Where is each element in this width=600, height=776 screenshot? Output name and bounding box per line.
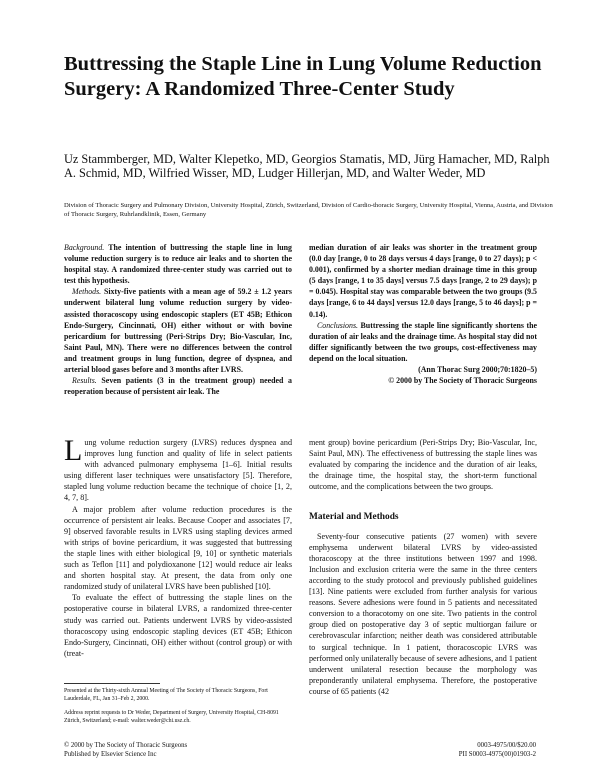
methods-paragraph-1: Seventy-four consecutive patients (27 women) with severe emphysema underwent bilateral LVRS by video-assisted thoracoscopy at the three institutions between 1997 and 1998. Inclusion and exclusion criteria were the same in the three centers according to the study protocol and previously published guidelines [13]. Nine patients were excluded from further analysis for various reasons. Severe adhesions were found in 5 patients and necessitated conversion to a thoracotomy on one site. Two patients in the control group died on postoperative day 3 of septic multiorgan failure or cerebrovascular infarction; neither death was considered attributable to surgical technique. In 1 patient, thoracoscopic LVRS was performed only unilaterally because of severe adhesions, and 1 patient underwent unilateral resection because the morphology was preponderantly unilateral emphysema. Therefore, the postoperative course of 65 patients (42 — [309, 531, 537, 696]
body-right-column — [309, 437, 537, 697]
author-list: Uz Stammberger, MD, Walter Klepetko, MD, Georgios Stamatis, MD, Jürg Hamacher, MD, Ralph A. Schmid, MD, Wilfried Wisser, MD, Ludger Hillerjan, MD, and Walter Weder, MD — [64, 152, 550, 180]
section-heading: Material and Methods — [309, 512, 399, 523]
results-text-continued: median duration of air leaks was shorter in the treatment group (0.0 day [range, 0 to 28 days versus 4 days [range, 0 to 27 days); p < 0.001), confirmed by a shorter median drainage time in this group (5 days [range, 1 to 35 days] versus 7.5 days [range, 2 to 29 days); p = 0.045). Hospital stay was comparable between the two groups (9.5 days [range, 6 to 44 days] versus 12.0 days [range, 5 to 46 days]; p = 0.14). — [309, 243, 537, 319]
intro-paragraph-1-text: ung volume reduction surgery (LVRS) reduces dyspnea and improves lung function and quality of life in select patients with advanced pulmonary emphysema [1–6]. Initial results using different laser techniques were unsatisfactory [5]. Therefore, stapled lung volume reduction became the technique of choice [1, 2, 4, 7, 8]. — [64, 438, 292, 503]
abstract-copyright: © 2000 by The Society of Thoracic Surgeons — [388, 376, 537, 386]
article-title: Buttressing the Staple Line in Lung Volume Reduction Surgery: A Randomized Three-Center Study — [64, 53, 542, 100]
footer-left — [64, 741, 187, 759]
footer-price: 0003-4975/00/$20.00 — [477, 742, 536, 749]
footer-right — [350, 741, 536, 759]
affiliation: Division of Thoracic Surgery and Pulmonary Division, University Hospital, Zürich, Switzerland, Division of Cardio-thoracic Surgery, University Hospital, Vienna, Austria, and Division of Thoracic Surgery, Ruhrlandklinik, Essen, Germany — [64, 202, 553, 218]
intro-paragraph-continued: ment group) bovine pericardium (Peri-Strips Dry; Bio-Vascular, Inc, Saint Paul, MN). The effectiveness of buttressing the staple lines was evaluated by comparing the incidence and the duration of air leaks, the drainage time, the hospital stay, the short-term functional outcome, and the complications between the two groups. — [309, 438, 537, 492]
footer-copyright: © 2000 by The Society of Thoracic Surgeons — [64, 742, 188, 749]
results-label: Results. — [72, 376, 97, 386]
background-text: The intention of buttressing the staple line in lung volume reduction surgery is to reduce air leaks and to shorten the hospital stay. A randomized three-center study was carried out to test this hypothesis. — [64, 243, 292, 286]
abstract-right-column — [309, 242, 537, 386]
footnote-address: Address reprint requests to Dr Weder, Department of Surgery, University Hospital, CH-8091 Zürich, Switzerland; e-mail: walter.weder@chi.usz.ch. — [64, 710, 279, 724]
footer-publisher: Published by Elsevier Science Inc — [64, 751, 157, 758]
abstract-methods — [64, 286, 292, 375]
methods-label: Methods. — [72, 287, 102, 297]
conclusions-text: Buttressing the staple line significantly shortens the duration of air leaks and the drainage time. As hospital stay did not differ significantly between the two groups, cost-effectiveness may depend on the local situation. — [309, 320, 537, 363]
methods-text: Sixty-five patients with a mean age of 59.2 ± 1.2 years underwent bilateral lung volume reduction surgery by video-assisted thoracoscopy using endoscopic staplers (ET 45B; Ethicon Endo-Surgery, Cincinnati, OH) either without or with bovine pericardium for buttressing (Peri-Strips Dry; Bio-Vascular, Inc, Saint Paul, MN). There were no differences between the control and treatment groups in lung function, degree of dyspnea, and arterial blood gases before and 3 months after LVRS. — [64, 287, 292, 375]
body-left-column — [64, 434, 292, 659]
intro-paragraph-1 — [64, 434, 292, 504]
conclusions-label: Conclusions. — [317, 320, 358, 330]
background-label: Background. — [64, 243, 105, 252]
abstract-conclusions — [309, 320, 537, 364]
intro-paragraph-3: To evaluate the effect of buttressing the staple lines on the postoperative course in bilateral LVRS, a randomized three-center study was carried out. Patients underwent LVRS by video-assisted thoracoscopy using endoscopic stapling devices (ET 45B; Ethicon Endo-Surgery, Cincinnati, OH) either without (control group) or with (treat- — [64, 593, 292, 658]
abstract-left-column — [64, 242, 292, 397]
footnote-divider — [64, 683, 160, 684]
journal-citation: (Ann Thorac Surg 2000;70:1820–5) — [418, 365, 537, 375]
abstract-results — [64, 375, 292, 397]
intro-paragraph-2: A major problem after volume reduction procedures is the occurrence of persistent air leaks. Because Cooper and associates [7, 9] observed favorable results in LVRS using stapling devices armed with strips of bovine pericardium, it was suggested that buttressing the staple lines with either biological [9, 10] or synthetic materials such as Teflon [11] and polydioxanone [12] would reduce air leaks and shorten hospital stay. At present, the data from only one randomized study of unilateral LVRS have been published [10]. — [64, 504, 292, 592]
abstract-background — [64, 242, 292, 286]
results-text: Seven patients (3 in the treatment group) needed a reoperation because of persistent air leak. The — [64, 376, 292, 397]
drop-cap: L — [64, 434, 83, 467]
abstract-results-continued — [309, 242, 537, 320]
footer-pii: PII S0003-4975(00)01903-2 — [458, 751, 536, 758]
footnote-presented: Presented at the Thirty-sixth Annual Meeting of The Society of Thoracic Surgeons, Fort Lauderdale, FL, Jan 31–Feb 2, 2000. — [64, 688, 268, 702]
